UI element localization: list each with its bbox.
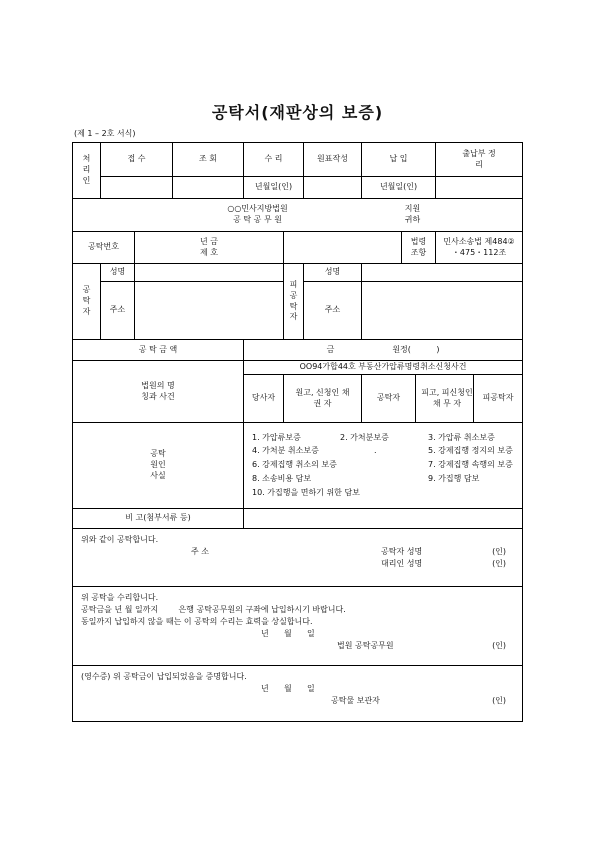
deposit-form <box>72 142 523 722</box>
defendant-address-label: 주소 <box>304 282 362 340</box>
depositor-role: 공탁자 <box>362 375 416 423</box>
cause-item[interactable]: 3. 가압류 취소보증 <box>428 432 495 442</box>
receipt-field[interactable] <box>101 177 173 199</box>
cause-item[interactable]: 5. 강제집행 정지의 보증 <box>428 446 513 456</box>
cause-item[interactable]: 1. 가압류보증 <box>252 432 301 442</box>
cause-item[interactable]: . <box>374 446 377 456</box>
note-label: 비 고(첨부서류 등) <box>73 509 244 529</box>
depositor-name-field[interactable] <box>135 264 284 282</box>
cause-item[interactable]: 9. 가집행 담보 <box>428 473 480 483</box>
payment-column: 납 입 <box>362 143 436 177</box>
cause-label: 공탁 원인 사실 <box>73 423 244 509</box>
law-label: 법령 조항 <box>402 232 436 264</box>
cause-item[interactable]: 4. 가처분 취소보증 <box>252 446 319 456</box>
depositor-address-field[interactable] <box>135 282 284 340</box>
plaintiff-role: 원고, 신청인 채 권 자 <box>284 375 362 423</box>
defendant-label: 피공탁자 <box>284 264 304 340</box>
payment-date-field[interactable]: 년월일(인) <box>362 177 436 199</box>
cause-item[interactable]: 8. 소송비용 담보 <box>252 473 312 483</box>
declaration: 위와 같이 공탁합니다. 주 소 공탁자 성명 (인) 대리인 성명 (인) <box>73 529 523 587</box>
defendant-column: 피공탁자 <box>474 375 523 423</box>
defendant-name-field[interactable] <box>362 264 523 282</box>
depositor-name-label: 성명 <box>101 264 135 282</box>
defendant-role: 피고, 피신청인 채 무 자 <box>416 375 474 423</box>
cause-list <box>244 423 523 509</box>
accounting-field[interactable] <box>436 177 523 199</box>
court-addressee: ○○민사지방법원 지원 공 탁 공 무 원 귀하 <box>73 199 523 232</box>
form-number: (제 1 – 2호 서식) <box>74 129 136 138</box>
law-article: 민사소송법 제484② ・475・112조 <box>436 232 523 264</box>
defendant-name-label: 성명 <box>304 264 362 282</box>
acceptance-date-field[interactable]: 년월일(인) <box>244 177 304 199</box>
page-title: 공탁서(재판상의 보증) <box>211 103 384 122</box>
processing-label: 처리인 <box>73 143 101 199</box>
cause-item[interactable]: 2. 가처분보증 <box>340 432 389 442</box>
cause-item[interactable]: 10. 가집행을 면하기 위한 담보 <box>252 487 360 497</box>
depositor-label: 공탁자 <box>73 264 101 340</box>
defendant-address-field[interactable] <box>362 282 523 340</box>
accounting-column: 출납부 정리 <box>436 143 523 177</box>
ledger-creation-column: 원표작성 <box>304 143 362 177</box>
inquiry-field[interactable] <box>173 177 244 199</box>
cause-item[interactable]: 7. 강제집행 속행의 보증 <box>428 460 513 470</box>
party-label: 당사자 <box>244 375 284 423</box>
case-name: OO94가합44호 부동산가압류명령취소신청사건 <box>244 361 523 375</box>
deposit-number-blank[interactable] <box>284 232 402 264</box>
depositor-address-label: 주소 <box>101 282 135 340</box>
deposit-number-field[interactable]: 년 금 제 호 <box>135 232 284 264</box>
acceptance-column: 수 리 <box>244 143 304 177</box>
amount-field[interactable]: 금 원정( ) <box>244 340 523 361</box>
deposit-number-label: 공탁번호 <box>73 232 135 264</box>
cause-item[interactable]: 6. 강제집행 취소의 보증 <box>252 460 337 470</box>
acceptance-section: 위 공탁을 수리합니다. 공탁금을 년 월 일까지 은행 공탁공무원의 구좌에 납입하시기 바랍니다. 동일까지 납입하지 않을 때는 이 공탁의 수리는 효력을 상실합니다. 년 월 일 법원 공탁공무원 (인) <box>73 587 523 666</box>
ledger-field[interactable] <box>304 177 362 199</box>
case-label: 법원의 명 칭과 사건 <box>73 361 244 423</box>
receipt-section: (영수증) 위 공탁금이 납입되었음을 증명합니다. 년 월 일 공탁물 보관자 (인) <box>73 666 523 722</box>
receipt-column: 접 수 <box>101 143 173 177</box>
inquiry-column: 조 회 <box>173 143 244 177</box>
amount-label: 공 탁 금 액 <box>73 340 244 361</box>
note-field[interactable] <box>244 509 523 529</box>
